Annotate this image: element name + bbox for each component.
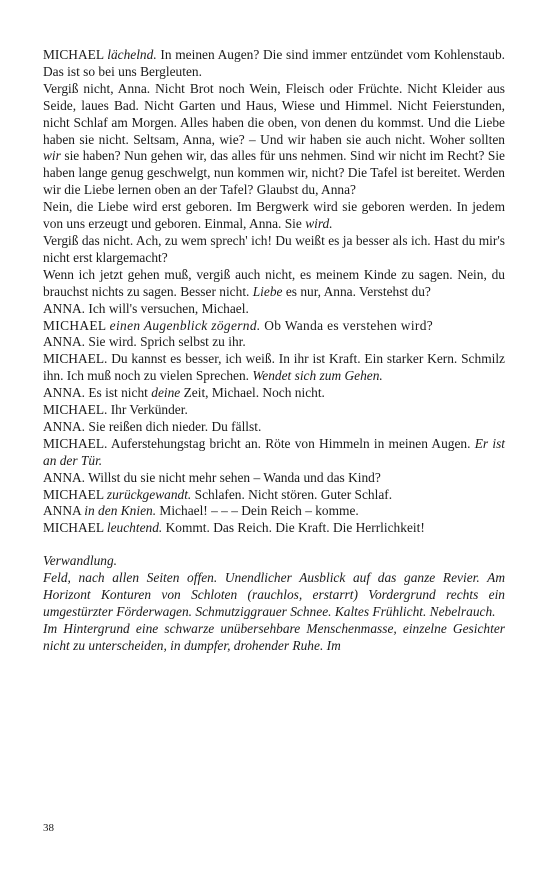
dialogue-line: Vergiß das nicht. Ach, zu wem sprech' ich! Du weißt es ja besser als ich. Hast du mir's nicht erst klargemacht? <box>43 232 505 265</box>
dialogue-line: ANNA. Sie wird. Sprich selbst zu ihr. <box>43 334 246 350</box>
dialogue-line: ANNA in den Knien. Michael! – – – Dein Reich – komme. <box>43 503 359 519</box>
dialogue-line: MICHAEL einen Augenblick zögernd. Ob Wanda es verstehen wird? <box>43 317 434 333</box>
dialogue-line: MICHAEL. Ihr Verkünder. <box>43 402 188 418</box>
stage-direction <box>43 553 505 654</box>
stage-direction-paragraph: Im Hintergrund eine schwarze unübersehbare Menschenmasse, einzelne Gesichter nicht zu unterscheiden, in dumpfer, drohender Ruhe. Im <box>43 620 505 653</box>
scene-heading: Verwandlung. <box>43 553 118 569</box>
dialogue-line: MICHAEL leuchtend. Kommt. Das Reich. Die Kraft. Die Herrlichkeit! <box>43 520 425 536</box>
dialogue-line: MICHAEL. Du kannst es besser, ich weiß. In ihr ist Kraft. Ein starker Kern. Schmilz ihn. Ich muß noch zu vielen Sprechen. Wendet sich zum Gehen. <box>43 351 505 384</box>
page-number: 38 <box>43 822 54 834</box>
dialogue-line: ANNA. Ich will's versuchen, Michael. <box>43 300 249 316</box>
dialogue-line: Nein, die Liebe wird erst geboren. Im Bergwerk wird sie geboren werden. In jedem von uns erzeugt und geboren. Einmal, Anna. Sie wird. <box>43 199 505 232</box>
dialogue-line: ANNA. Es ist nicht deine Zeit, Michael. Noch nicht. <box>43 385 325 401</box>
page-body <box>43 47 505 655</box>
dialogue-line: MICHAEL lächelnd. In meinen Augen? Die sind immer entzündet vom Kohlenstaub. Das ist so bei uns Bergleuten. <box>43 47 505 79</box>
dialogue-line: ANNA. Sie reißen dich nieder. Du fällst. <box>43 418 262 434</box>
dialogue-line: Vergiß nicht, Anna. Nicht Brot noch Wein, Fleisch oder Früchte. Nicht Kleider aus Seide, laues Bad. Nicht Garten und Haus, Wiese und Himmel. Nicht Feierstunden, nicht Schlaf am Morgen. Alles haben die oben, von denen du kommst. Und die Liebe haben sie nicht. Seltsam, Anna, wie? – Und wir haben sie auch nicht. Woher sollten wir sie haben? Nun gehen wir, das alles für uns nehmen. Sind wir nicht im Recht? Sie haben lange genug geschwelgt, nun kommen wir, nicht? Die Tafel ist bereitet. Werden wir die Liebe lernen oben an der Tafel? Glaubst du, Anna? <box>43 80 505 198</box>
dialogue-line: MICHAEL zurückgewandt. Schlafen. Nicht stören. Guter Schlaf. <box>43 486 393 502</box>
dialogue-line: ANNA. Willst du sie nicht mehr sehen – Wanda und das Kind? <box>43 469 381 485</box>
dialogue-line: MICHAEL. Auferstehungstag bricht an. Röte von Himmeln in meinen Augen. Er ist an der Tür. <box>43 435 505 468</box>
stage-direction-paragraph: Feld, nach allen Seiten offen. Unendlicher Ausblick auf das ganze Revier. Am Horizont Konturen von Schloten (rauchlos, erstarrt) Vordergrund rechts ein umgestürzter Förderwagen. Schmutziggrauer Schnee. Kaltes Frühlicht. Nebelrauch. <box>43 570 505 619</box>
dialogue-line: Wenn ich jetzt gehen muß, vergiß auch nicht, es meinem Kinde zu sagen. Nein, du brauchst nichts zu sagen. Besser nicht. Liebe es nur, Anna. Verstehst du? <box>43 266 505 299</box>
